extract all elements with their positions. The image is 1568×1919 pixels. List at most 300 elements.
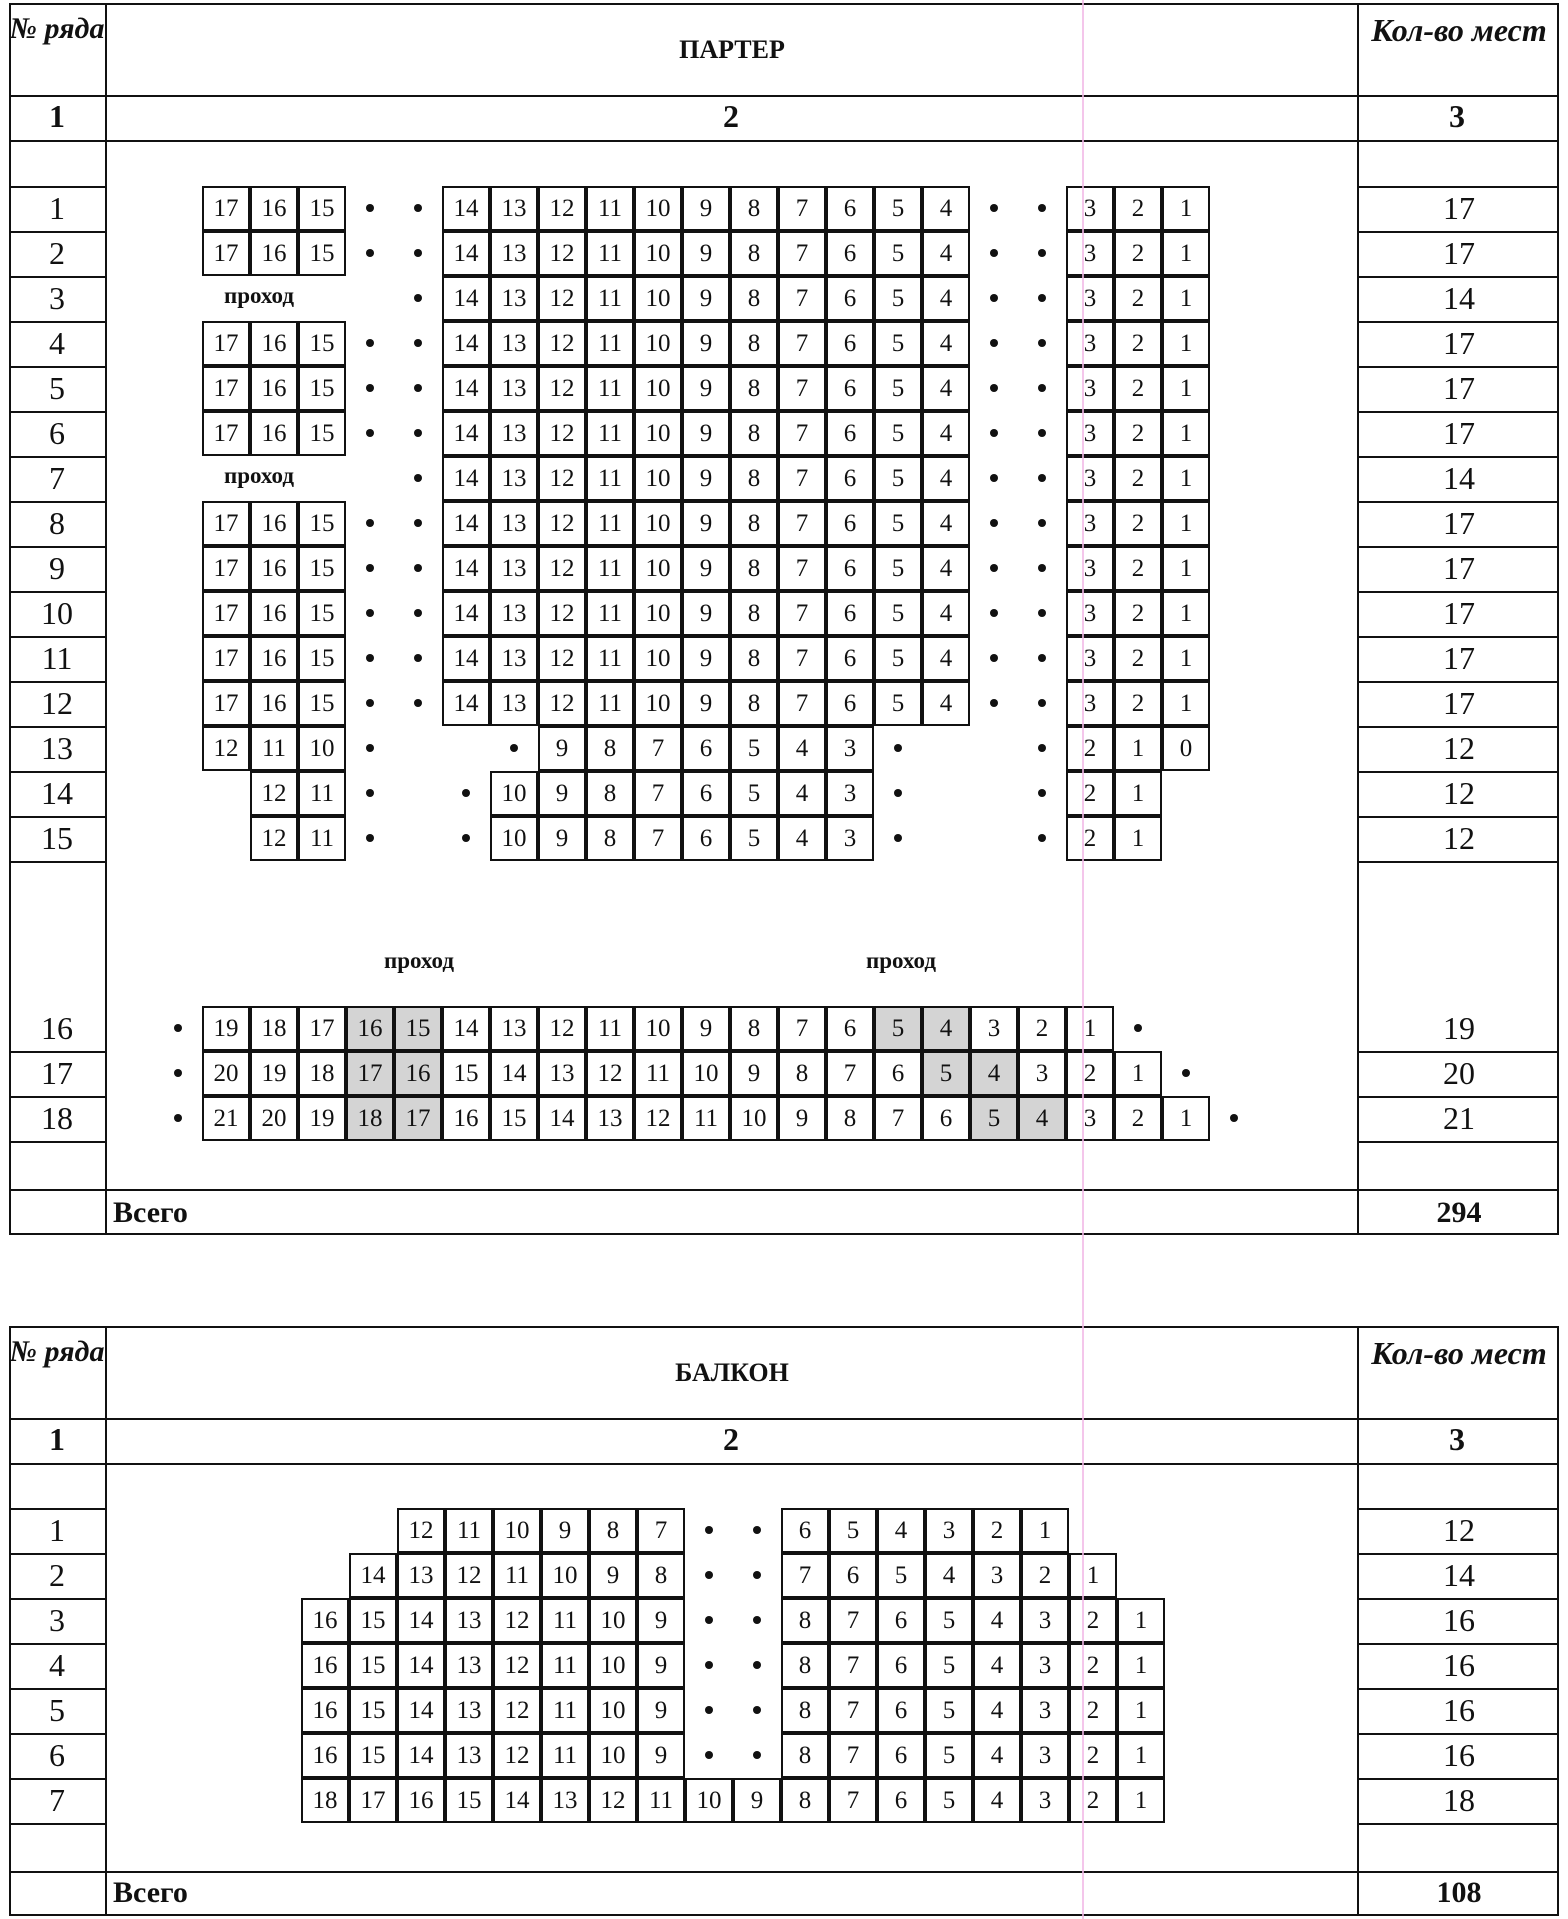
seat[interactable]: 5: [874, 546, 922, 591]
seat[interactable]: 17: [202, 231, 250, 276]
seat[interactable]: 11: [250, 726, 298, 771]
seat[interactable]: 10: [634, 456, 682, 501]
seat[interactable]: 5: [925, 1733, 973, 1778]
seat[interactable]: 11: [586, 456, 634, 501]
seat[interactable]: 17: [202, 681, 250, 726]
seat[interactable]: 11: [586, 546, 634, 591]
seat[interactable]: 9: [589, 1553, 637, 1598]
seat[interactable]: 2: [1069, 1733, 1117, 1778]
seat[interactable]: 9: [682, 456, 730, 501]
seat[interactable]: 8: [730, 591, 778, 636]
seat[interactable]: 17: [202, 546, 250, 591]
seat[interactable]: 16: [250, 591, 298, 636]
seat[interactable]: 12: [538, 681, 586, 726]
seat[interactable]: 3: [1066, 276, 1114, 321]
seat[interactable]: 13: [490, 411, 538, 456]
seat[interactable]: 14: [442, 636, 490, 681]
seat[interactable]: 15: [298, 366, 346, 411]
seat[interactable]: 16: [250, 411, 298, 456]
seat[interactable]: 4: [922, 501, 970, 546]
seat[interactable]: 16: [442, 1096, 490, 1141]
seat[interactable]: 1: [1114, 1051, 1162, 1096]
seat[interactable]: 2: [1114, 681, 1162, 726]
seat[interactable]: 1: [1114, 726, 1162, 771]
seat[interactable]: 4: [973, 1688, 1021, 1733]
seat[interactable]: 3: [973, 1553, 1021, 1598]
seat[interactable]: 14: [442, 411, 490, 456]
seat[interactable]: 2: [1069, 1688, 1117, 1733]
seat[interactable]: 11: [541, 1688, 589, 1733]
seat[interactable]: 10: [682, 1051, 730, 1096]
seat[interactable]: 8: [730, 546, 778, 591]
seat[interactable]: 10: [634, 681, 682, 726]
seat[interactable]: 1: [1162, 276, 1210, 321]
seat[interactable]: 7: [781, 1553, 829, 1598]
seat[interactable]: 7: [778, 366, 826, 411]
seat[interactable]: 13: [490, 546, 538, 591]
seat[interactable]: 12: [538, 456, 586, 501]
seat[interactable]: 5: [874, 681, 922, 726]
seat[interactable]: 1: [1162, 501, 1210, 546]
seat[interactable]: 9: [637, 1598, 685, 1643]
seat[interactable]: 10: [589, 1688, 637, 1733]
seat[interactable]: 5: [874, 456, 922, 501]
seat[interactable]: 9: [637, 1688, 685, 1733]
seat[interactable]: 2: [1114, 1096, 1162, 1141]
seat[interactable]: 3: [826, 726, 874, 771]
seat[interactable]: 12: [538, 276, 586, 321]
seat[interactable]: 8: [730, 276, 778, 321]
seat[interactable]: 6: [826, 276, 874, 321]
seat[interactable]: 16: [301, 1643, 349, 1688]
seat[interactable]: 8: [730, 411, 778, 456]
seat[interactable]: 15: [490, 1096, 538, 1141]
seat[interactable]: 13: [490, 1006, 538, 1051]
seat[interactable]: 3: [1066, 591, 1114, 636]
seat[interactable]: 6: [826, 456, 874, 501]
seat[interactable]: 6: [877, 1778, 925, 1823]
seat[interactable]: 7: [829, 1643, 877, 1688]
seat[interactable]: 14: [397, 1733, 445, 1778]
seat[interactable]: 9: [682, 681, 730, 726]
seat[interactable]: 9: [682, 276, 730, 321]
seat[interactable]: 12: [538, 1006, 586, 1051]
seat[interactable]: 8: [586, 726, 634, 771]
seat[interactable]: 10: [634, 411, 682, 456]
seat[interactable]: 2: [1114, 231, 1162, 276]
seat[interactable]: 17: [202, 636, 250, 681]
seat[interactable]: 21: [202, 1096, 250, 1141]
seat[interactable]: 12: [493, 1643, 541, 1688]
seat[interactable]: 16: [250, 501, 298, 546]
seat[interactable]: 3: [826, 816, 874, 861]
seat[interactable]: 7: [829, 1598, 877, 1643]
seat[interactable]: 4: [922, 321, 970, 366]
seat[interactable]: 8: [781, 1778, 829, 1823]
seat[interactable]: 17: [394, 1096, 442, 1141]
seat[interactable]: 2: [1114, 456, 1162, 501]
seat[interactable]: 1: [1162, 231, 1210, 276]
seat[interactable]: 10: [634, 636, 682, 681]
seat[interactable]: 17: [202, 186, 250, 231]
seat[interactable]: 15: [298, 546, 346, 591]
seat[interactable]: 3: [925, 1508, 973, 1553]
seat[interactable]: 8: [586, 816, 634, 861]
seat[interactable]: 16: [250, 366, 298, 411]
seat[interactable]: 6: [874, 1051, 922, 1096]
seat[interactable]: 1: [1117, 1778, 1165, 1823]
seat[interactable]: 11: [586, 501, 634, 546]
seat[interactable]: 11: [298, 771, 346, 816]
seat[interactable]: 6: [826, 546, 874, 591]
seat[interactable]: 11: [541, 1733, 589, 1778]
seat[interactable]: 7: [874, 1096, 922, 1141]
seat[interactable]: 12: [586, 1051, 634, 1096]
seat[interactable]: 4: [922, 411, 970, 456]
seat[interactable]: 11: [637, 1778, 685, 1823]
seat[interactable]: 17: [202, 321, 250, 366]
seat[interactable]: 2: [1114, 501, 1162, 546]
seat[interactable]: 1: [1117, 1688, 1165, 1733]
seat[interactable]: 11: [586, 366, 634, 411]
seat[interactable]: 6: [877, 1598, 925, 1643]
seat[interactable]: 4: [778, 726, 826, 771]
seat[interactable]: 11: [541, 1598, 589, 1643]
seat[interactable]: 17: [202, 411, 250, 456]
seat[interactable]: 5: [874, 1006, 922, 1051]
seat[interactable]: 4: [973, 1733, 1021, 1778]
seat[interactable]: 7: [634, 726, 682, 771]
seat[interactable]: 1: [1021, 1508, 1069, 1553]
seat[interactable]: 5: [874, 276, 922, 321]
seat[interactable]: 5: [877, 1553, 925, 1598]
seat[interactable]: 7: [778, 591, 826, 636]
seat[interactable]: 16: [250, 231, 298, 276]
seat[interactable]: 4: [778, 816, 826, 861]
seat[interactable]: 1: [1162, 366, 1210, 411]
seat[interactable]: 11: [634, 1051, 682, 1096]
seat[interactable]: 10: [493, 1508, 541, 1553]
seat[interactable]: 2: [1114, 591, 1162, 636]
seat[interactable]: 1: [1162, 186, 1210, 231]
seat[interactable]: 1: [1162, 456, 1210, 501]
seat[interactable]: 6: [826, 186, 874, 231]
seat[interactable]: 14: [442, 591, 490, 636]
seat[interactable]: 17: [298, 1006, 346, 1051]
seat[interactable]: 17: [202, 501, 250, 546]
seat[interactable]: 13: [490, 231, 538, 276]
seat[interactable]: 7: [826, 1051, 874, 1096]
seat[interactable]: 6: [682, 816, 730, 861]
seat[interactable]: 2: [1114, 366, 1162, 411]
seat[interactable]: 7: [634, 771, 682, 816]
seat[interactable]: 8: [781, 1598, 829, 1643]
seat[interactable]: 7: [778, 456, 826, 501]
seat[interactable]: 14: [442, 1006, 490, 1051]
seat[interactable]: 3: [1066, 186, 1114, 231]
seat[interactable]: 9: [682, 636, 730, 681]
seat[interactable]: 3: [1066, 321, 1114, 366]
seat[interactable]: 13: [490, 591, 538, 636]
seat[interactable]: 1: [1114, 771, 1162, 816]
seat[interactable]: 2: [1066, 1051, 1114, 1096]
seat[interactable]: 5: [874, 411, 922, 456]
seat[interactable]: 5: [874, 636, 922, 681]
seat[interactable]: 12: [493, 1598, 541, 1643]
seat[interactable]: 5: [730, 816, 778, 861]
seat[interactable]: 10: [634, 501, 682, 546]
seat[interactable]: 6: [826, 591, 874, 636]
seat[interactable]: 2: [1066, 726, 1114, 771]
seat[interactable]: 5: [874, 231, 922, 276]
seat[interactable]: 8: [730, 366, 778, 411]
seat[interactable]: 9: [682, 1006, 730, 1051]
seat[interactable]: 5: [925, 1643, 973, 1688]
seat[interactable]: 9: [682, 186, 730, 231]
seat[interactable]: 6: [826, 411, 874, 456]
seat[interactable]: 9: [637, 1643, 685, 1688]
seat[interactable]: 9: [541, 1508, 589, 1553]
seat[interactable]: 3: [1066, 366, 1114, 411]
seat[interactable]: 13: [397, 1553, 445, 1598]
seat[interactable]: 8: [781, 1733, 829, 1778]
seat[interactable]: 12: [493, 1733, 541, 1778]
seat[interactable]: 4: [922, 366, 970, 411]
seat[interactable]: 12: [538, 321, 586, 366]
seat[interactable]: 4: [778, 771, 826, 816]
seat[interactable]: 14: [397, 1598, 445, 1643]
seat[interactable]: 6: [877, 1733, 925, 1778]
seat[interactable]: 9: [682, 231, 730, 276]
seat[interactable]: 7: [778, 681, 826, 726]
seat[interactable]: 9: [682, 501, 730, 546]
seat[interactable]: 8: [730, 456, 778, 501]
seat[interactable]: 15: [349, 1598, 397, 1643]
seat[interactable]: 12: [493, 1688, 541, 1733]
seat[interactable]: 13: [490, 321, 538, 366]
seat[interactable]: 3: [1066, 231, 1114, 276]
seat[interactable]: 1: [1069, 1553, 1117, 1598]
seat[interactable]: 3: [1066, 501, 1114, 546]
seat[interactable]: 3: [1066, 411, 1114, 456]
seat[interactable]: 16: [301, 1688, 349, 1733]
seat[interactable]: 4: [922, 546, 970, 591]
seat[interactable]: 1: [1162, 636, 1210, 681]
seat[interactable]: 11: [586, 411, 634, 456]
seat[interactable]: 15: [349, 1643, 397, 1688]
seat[interactable]: 0: [1162, 726, 1210, 771]
seat[interactable]: 11: [586, 681, 634, 726]
seat[interactable]: 10: [589, 1643, 637, 1688]
seat[interactable]: 15: [445, 1778, 493, 1823]
seat[interactable]: 15: [394, 1006, 442, 1051]
seat[interactable]: 1: [1162, 591, 1210, 636]
seat[interactable]: 9: [730, 1051, 778, 1096]
seat[interactable]: 12: [397, 1508, 445, 1553]
seat[interactable]: 9: [682, 546, 730, 591]
seat[interactable]: 4: [973, 1778, 1021, 1823]
seat[interactable]: 15: [349, 1733, 397, 1778]
seat[interactable]: 6: [781, 1508, 829, 1553]
seat[interactable]: 9: [733, 1778, 781, 1823]
seat[interactable]: 1: [1117, 1733, 1165, 1778]
seat[interactable]: 13: [490, 456, 538, 501]
seat[interactable]: 8: [586, 771, 634, 816]
seat[interactable]: 16: [301, 1598, 349, 1643]
seat[interactable]: 11: [298, 816, 346, 861]
seat[interactable]: 15: [442, 1051, 490, 1096]
seat[interactable]: 13: [490, 366, 538, 411]
seat[interactable]: 3: [1066, 636, 1114, 681]
seat[interactable]: 16: [250, 321, 298, 366]
seat[interactable]: 17: [202, 366, 250, 411]
seat[interactable]: 1: [1162, 321, 1210, 366]
seat[interactable]: 6: [682, 771, 730, 816]
seat[interactable]: 12: [538, 231, 586, 276]
seat[interactable]: 6: [826, 366, 874, 411]
seat[interactable]: 6: [877, 1643, 925, 1688]
seat[interactable]: 12: [538, 366, 586, 411]
seat[interactable]: 4: [922, 636, 970, 681]
seat[interactable]: 5: [925, 1688, 973, 1733]
seat[interactable]: 7: [778, 411, 826, 456]
seat[interactable]: 16: [346, 1006, 394, 1051]
seat[interactable]: 14: [538, 1096, 586, 1141]
seat[interactable]: 1: [1162, 411, 1210, 456]
seat[interactable]: 2: [1069, 1778, 1117, 1823]
seat[interactable]: 2: [1114, 321, 1162, 366]
seat[interactable]: 9: [682, 321, 730, 366]
seat[interactable]: 2: [1066, 816, 1114, 861]
seat[interactable]: 14: [442, 546, 490, 591]
seat[interactable]: 4: [922, 231, 970, 276]
seat[interactable]: 12: [445, 1553, 493, 1598]
seat[interactable]: 4: [1018, 1096, 1066, 1141]
seat[interactable]: 2: [1114, 411, 1162, 456]
seat[interactable]: 5: [970, 1096, 1018, 1141]
seat[interactable]: 1: [1162, 546, 1210, 591]
seat[interactable]: 8: [826, 1096, 874, 1141]
seat[interactable]: 2: [973, 1508, 1021, 1553]
seat[interactable]: 13: [445, 1643, 493, 1688]
seat[interactable]: 14: [442, 681, 490, 726]
seat[interactable]: 11: [586, 321, 634, 366]
seat[interactable]: 9: [682, 366, 730, 411]
seat[interactable]: 15: [298, 681, 346, 726]
seat[interactable]: 8: [730, 186, 778, 231]
seat[interactable]: 19: [250, 1051, 298, 1096]
seat[interactable]: 10: [634, 366, 682, 411]
seat[interactable]: 12: [538, 501, 586, 546]
seat[interactable]: 3: [1018, 1051, 1066, 1096]
seat[interactable]: 13: [541, 1778, 589, 1823]
seat[interactable]: 3: [1021, 1778, 1069, 1823]
seat[interactable]: 5: [922, 1051, 970, 1096]
seat[interactable]: 4: [970, 1051, 1018, 1096]
seat[interactable]: 1: [1162, 681, 1210, 726]
seat[interactable]: 10: [298, 726, 346, 771]
seat[interactable]: 9: [778, 1096, 826, 1141]
seat[interactable]: 12: [250, 771, 298, 816]
seat[interactable]: 2: [1021, 1553, 1069, 1598]
seat[interactable]: 7: [829, 1688, 877, 1733]
seat[interactable]: 7: [829, 1778, 877, 1823]
seat[interactable]: 6: [829, 1553, 877, 1598]
seat[interactable]: 16: [301, 1733, 349, 1778]
seat[interactable]: 2: [1114, 636, 1162, 681]
seat[interactable]: 4: [922, 276, 970, 321]
seat[interactable]: 5: [829, 1508, 877, 1553]
seat[interactable]: 4: [922, 591, 970, 636]
seat[interactable]: 1: [1117, 1598, 1165, 1643]
seat[interactable]: 15: [298, 321, 346, 366]
seat[interactable]: 3: [1021, 1688, 1069, 1733]
seat[interactable]: 16: [250, 636, 298, 681]
seat[interactable]: 10: [634, 186, 682, 231]
seat[interactable]: 20: [202, 1051, 250, 1096]
seat[interactable]: 5: [874, 186, 922, 231]
seat[interactable]: 4: [922, 186, 970, 231]
seat[interactable]: 7: [778, 501, 826, 546]
seat[interactable]: 12: [202, 726, 250, 771]
seat[interactable]: 10: [589, 1733, 637, 1778]
seat[interactable]: 10: [490, 771, 538, 816]
seat[interactable]: 13: [490, 276, 538, 321]
seat[interactable]: 16: [250, 186, 298, 231]
seat[interactable]: 5: [874, 366, 922, 411]
seat[interactable]: 7: [778, 186, 826, 231]
seat[interactable]: 8: [778, 1051, 826, 1096]
seat[interactable]: 6: [826, 231, 874, 276]
seat[interactable]: 10: [541, 1553, 589, 1598]
seat[interactable]: 1: [1066, 1006, 1114, 1051]
seat[interactable]: 8: [730, 681, 778, 726]
seat[interactable]: 2: [1114, 186, 1162, 231]
seat[interactable]: 13: [445, 1598, 493, 1643]
seat[interactable]: 6: [826, 636, 874, 681]
seat[interactable]: 10: [490, 816, 538, 861]
seat[interactable]: 1: [1117, 1643, 1165, 1688]
seat[interactable]: 5: [730, 726, 778, 771]
seat[interactable]: 10: [589, 1598, 637, 1643]
seat[interactable]: 16: [250, 681, 298, 726]
seat[interactable]: 14: [442, 501, 490, 546]
seat[interactable]: 2: [1114, 546, 1162, 591]
seat[interactable]: 10: [634, 591, 682, 636]
seat[interactable]: 16: [397, 1778, 445, 1823]
seat[interactable]: 14: [442, 186, 490, 231]
seat[interactable]: 2: [1066, 771, 1114, 816]
seat[interactable]: 13: [490, 636, 538, 681]
seat[interactable]: 16: [394, 1051, 442, 1096]
seat[interactable]: 8: [730, 501, 778, 546]
seat[interactable]: 13: [490, 186, 538, 231]
seat[interactable]: 10: [634, 231, 682, 276]
seat[interactable]: 8: [781, 1643, 829, 1688]
seat[interactable]: 11: [586, 231, 634, 276]
seat[interactable]: 18: [250, 1006, 298, 1051]
seat[interactable]: 17: [349, 1778, 397, 1823]
seat[interactable]: 7: [634, 816, 682, 861]
seat[interactable]: 8: [781, 1688, 829, 1733]
seat[interactable]: 7: [778, 636, 826, 681]
seat[interactable]: 13: [490, 681, 538, 726]
seat[interactable]: 3: [1021, 1643, 1069, 1688]
seat[interactable]: 20: [250, 1096, 298, 1141]
seat[interactable]: 13: [445, 1733, 493, 1778]
seat[interactable]: 15: [298, 231, 346, 276]
seat[interactable]: 5: [874, 591, 922, 636]
